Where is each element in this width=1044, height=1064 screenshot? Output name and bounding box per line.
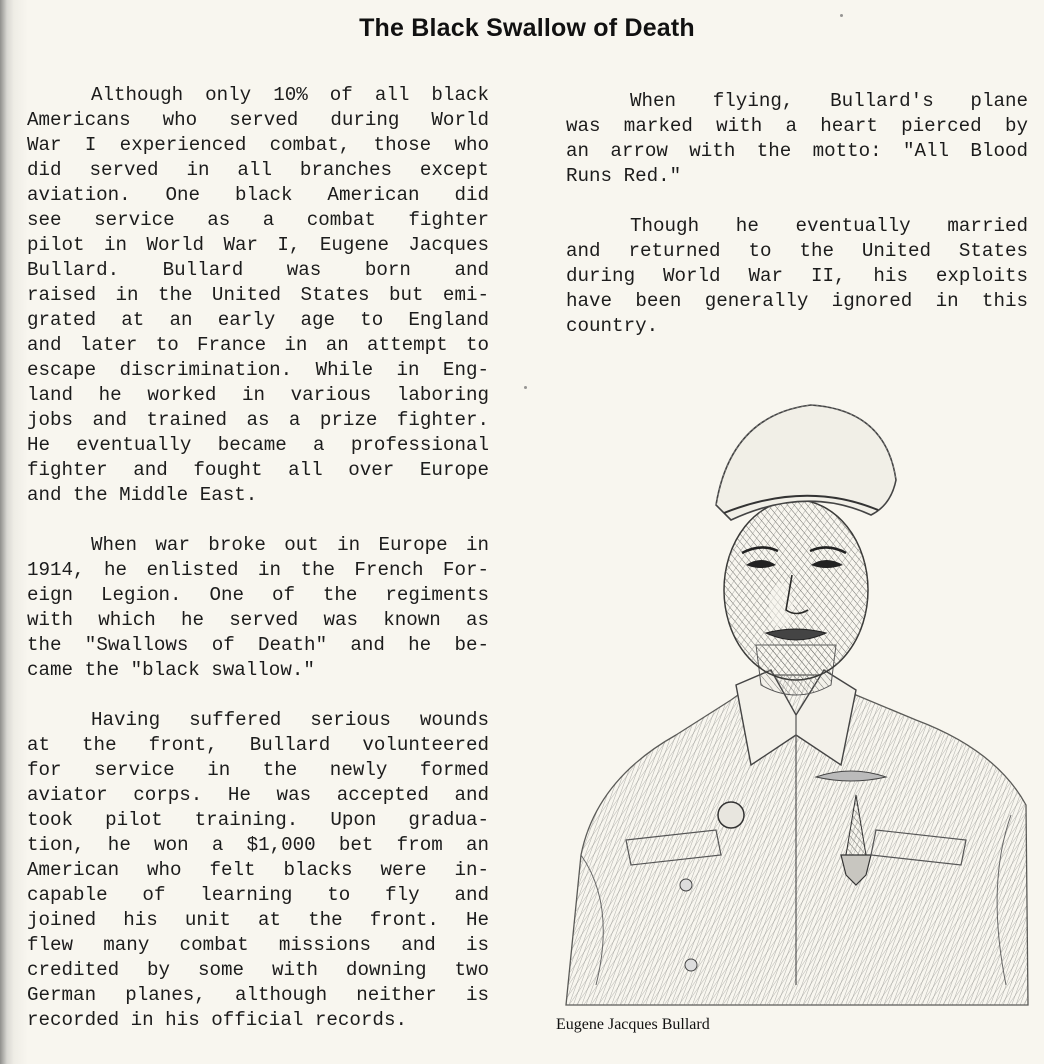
text-line: did served in all branches except [27, 159, 489, 181]
text-line: country. [566, 315, 659, 337]
text-line: came the "black swallow." [27, 659, 315, 681]
print-speck [524, 386, 527, 389]
text-line: Bullard. Bullard was born and [27, 259, 489, 281]
left-column-paragraph [27, 533, 489, 683]
right-column-paragraph [566, 89, 1028, 189]
text-line: the "Swallows of Death" and he be- [27, 634, 489, 656]
text-line: and later to France in an attempt to [27, 334, 489, 356]
text-line: capable of learning to fly and [27, 884, 489, 906]
text-line: aviation. One black American did [27, 184, 489, 206]
text-line: Though he eventually married [630, 215, 1028, 237]
text-line: see service as a combat fighter [27, 209, 489, 231]
text-line: Although only 10% of all black [91, 84, 489, 106]
text-line: during World War II, his exploits [566, 265, 1028, 287]
text-line: raised in the United States but emi- [27, 284, 489, 306]
print-speck [840, 14, 843, 17]
text-line: credited by some with downing two [27, 959, 489, 981]
text-line: escape discrimination. While in Eng- [27, 359, 489, 381]
right-column-paragraph [566, 214, 1028, 339]
text-line: took pilot training. Upon gradua- [27, 809, 489, 831]
portrait-sketch [556, 385, 1032, 1010]
right-column [566, 89, 1028, 364]
text-line: eign Legion. One of the regiments [27, 584, 489, 606]
text-line: land he worked in various laboring [27, 384, 489, 406]
text-line: and the Middle East. [27, 484, 258, 506]
text-line: 1914, he enlisted in the French For- [27, 559, 489, 581]
text-line: War I experienced combat, those who [27, 134, 489, 156]
text-line: and returned to the United States [566, 240, 1028, 262]
text-line: He eventually became a professional [27, 434, 489, 456]
left-column [27, 83, 489, 1058]
text-line: jobs and trained as a prize fighter. [27, 409, 489, 431]
text-line: Having suffered serious wounds [91, 709, 489, 731]
text-line: joined his unit at the front. He [27, 909, 489, 931]
text-line: fighter and fought all over Europe [27, 459, 489, 481]
text-line: American who felt blacks were in- [27, 859, 489, 881]
text-line: was marked with a heart pierced by [566, 115, 1028, 137]
text-line: Americans who served during World [27, 109, 489, 131]
portrait-caption: Eugene Jacques Bullard [556, 1016, 710, 1033]
left-column-paragraph [27, 83, 489, 508]
page-title: The Black Swallow of Death [359, 14, 695, 42]
text-line: for service in the newly formed [27, 759, 489, 781]
left-column-paragraph [27, 708, 489, 1033]
text-line: recorded in his official records. [27, 1009, 407, 1031]
text-line: pilot in World War I, Eugene Jacques [27, 234, 489, 256]
text-line: an arrow with the motto: "All Blood [566, 140, 1028, 162]
text-line: tion, he won a $1,000 bet from an [27, 834, 489, 856]
text-line: German planes, although neither is [27, 984, 489, 1006]
text-line: with which he served was known as [27, 609, 489, 631]
text-line: aviator corps. He was accepted and [27, 784, 489, 806]
text-line: When flying, Bullard's plane [630, 90, 1028, 112]
text-line: grated at an early age to England [27, 309, 489, 331]
text-line: Runs Red." [566, 165, 682, 187]
text-line: at the front, Bullard volunteered [27, 734, 489, 756]
text-line: When war broke out in Europe in [91, 534, 489, 556]
text-line: have been generally ignored in this [566, 290, 1028, 312]
text-line: flew many combat missions and is [27, 934, 489, 956]
